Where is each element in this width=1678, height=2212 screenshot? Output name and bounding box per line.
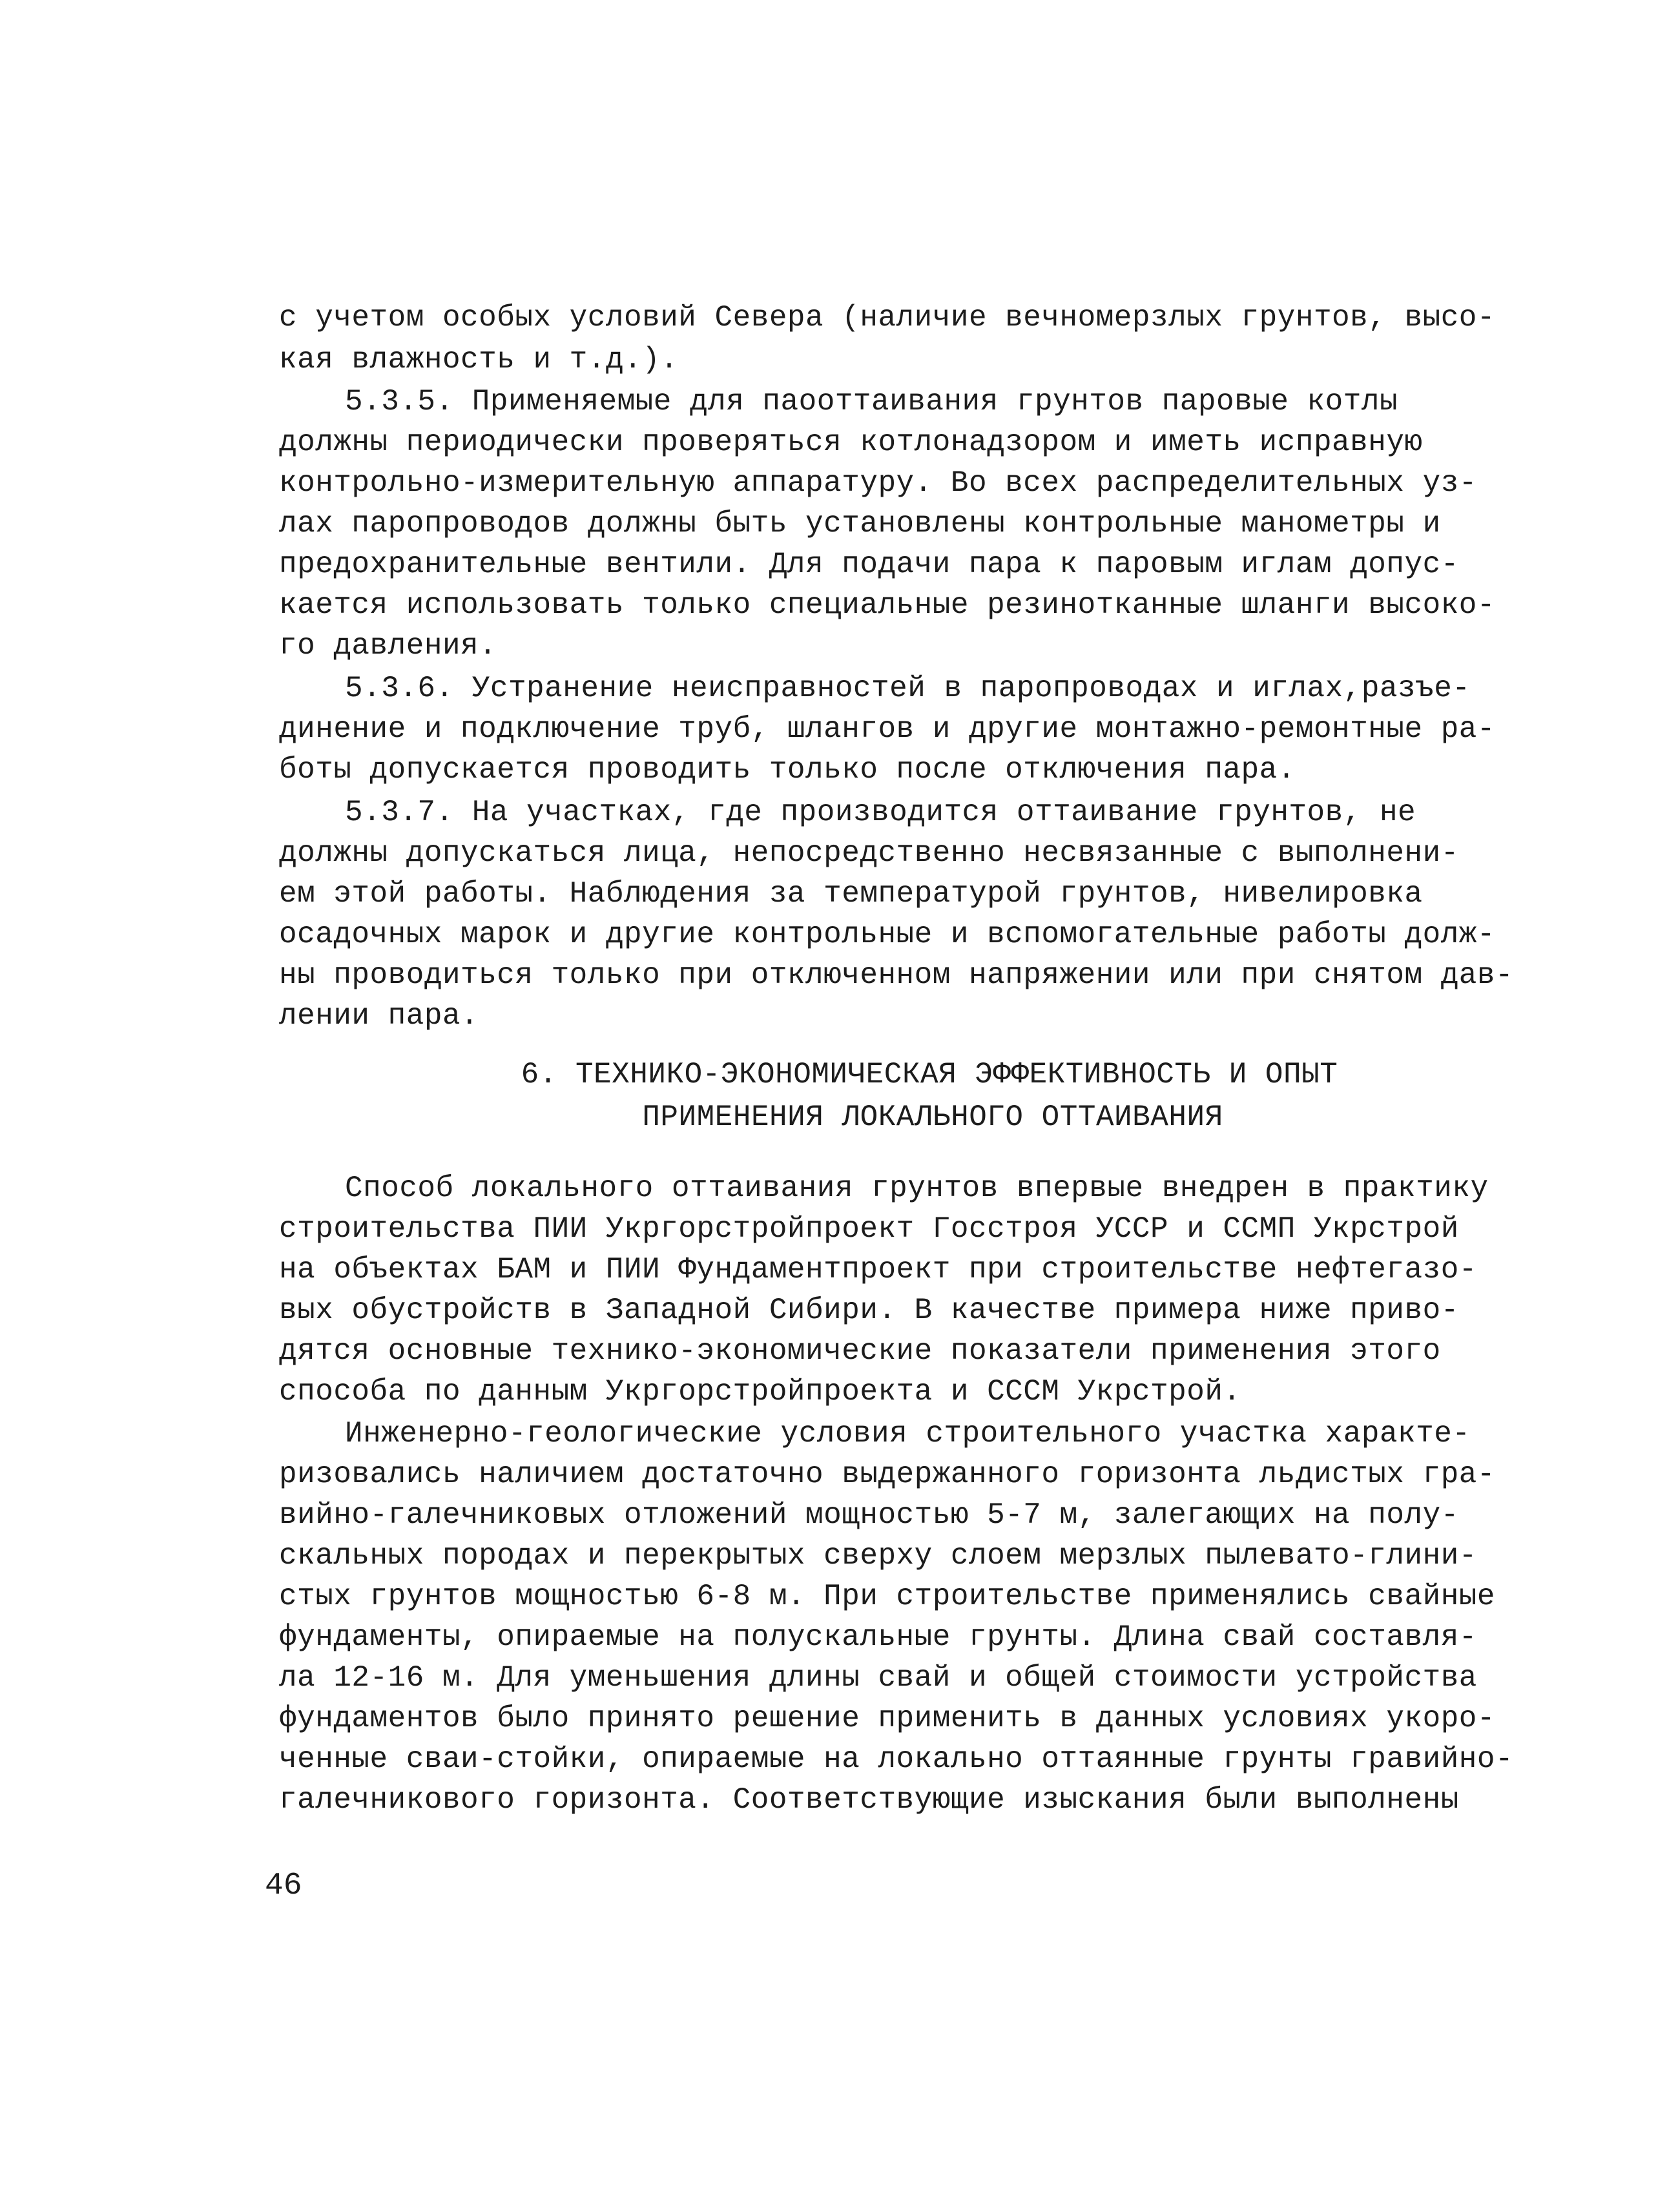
paragraph-intro-start: Способ локального оттаивания грунтов впервые внедрен в практику <box>345 1172 1489 1205</box>
text-line: ны проводиться только при отключенном напряжении или при снятом дав- <box>279 958 1514 992</box>
text-line: ла 12-16 м. Для уменьшения длины свай и общей стоимости устройства <box>279 1661 1477 1695</box>
text-line: с учетом особых условий Севера (наличие вечномерзлых грунтов, высо- <box>279 301 1496 335</box>
paragraph-5-3-5-start: 5.3.5. Применяемые для паооттаивания грунтов паровые котлы <box>345 385 1398 419</box>
section-heading-line-1: 6. ТЕХНИКО-ЭКОНОМИЧЕСКАЯ ЭФФЕКТИВНОСТЬ И ОПЫТ <box>521 1058 1338 1091</box>
text-line: строительства ПИИ Укргорстройпроект Госстроя УССР и ССМП Укрстрой <box>279 1212 1459 1246</box>
text-line: стых грунтов мощностью 6-8 м. При строительстве применялись свайные <box>279 1580 1496 1613</box>
text-line: боты допускается проводить только после отключения пара. <box>279 753 1296 787</box>
text-line: го давления. <box>279 629 497 663</box>
text-line: лах паропроводов должны быть установлены контрольные манометры и <box>279 507 1441 541</box>
text-line: галечникового горизонта. Соответствующие изыскания были выполнены <box>279 1783 1459 1817</box>
text-line: фундаментов было принято решение применить в данных условиях укоро- <box>279 1702 1496 1735</box>
text-line: на объектах БАМ и ПИИ Фундаментпроект при строительстве нефтегазо- <box>279 1253 1477 1287</box>
text-line: скальных породах и перекрытых сверху слоем мерзлых пылевато-глини- <box>279 1539 1477 1573</box>
text-line: динение и подключение труб, шлангов и другие монтажно-ремонтные ра- <box>279 712 1496 746</box>
section-heading-line-2: ПРИМЕНЕНИЯ ЛОКАЛЬНОГО ОТТАИВАНИЯ <box>642 1101 1223 1134</box>
text-line: ризовались наличием достаточно выдержанного горизонта льдистых гра- <box>279 1458 1496 1491</box>
text-line: должны периодически проверяться котлонадзором и иметь исправную <box>279 426 1423 459</box>
text-line: должны допускаться лица, непосредственно несвязанные с выполнени- <box>279 836 1459 870</box>
text-line: вийно-галечниковых отложений мощностью 5-7 м, залегающих на полу- <box>279 1498 1459 1532</box>
text-line: лении пара. <box>279 999 479 1033</box>
text-line: контрольно-измерительную аппаратуру. Во всех распределительных уз- <box>279 466 1477 500</box>
text-line: способа по данным Укргорстройпроекта и СССМ Укрстрой. <box>279 1375 1241 1409</box>
text-line: фундаменты, опираемые на полускальные грунты. Длина свай составля- <box>279 1620 1477 1654</box>
text-line: ченные сваи-стойки, опираемые на локально оттаянные грунты гравийно- <box>279 1742 1514 1776</box>
text-line: вых обустройств в Западной Сибири. В качестве примера ниже приво- <box>279 1294 1459 1327</box>
paragraph-5-3-6-start: 5.3.6. Устранение неисправностей в паропроводах и иглах,разъе- <box>345 672 1471 705</box>
text-line: ем этой работы. Наблюдения за температурой грунтов, нивелировка <box>279 877 1423 911</box>
paragraph-geology-start: Инженерно-геологические условия строительного участка характе- <box>345 1417 1471 1451</box>
page-number: 46 <box>265 1868 302 1903</box>
text-line: осадочных марок и другие контрольные и вспомогательные работы долж- <box>279 918 1496 951</box>
text-line: кается использовать только специальные резинотканные шланги высоко- <box>279 588 1496 622</box>
text-line: дятся основные технико-экономические показатели применения этого <box>279 1334 1441 1368</box>
paragraph-5-3-7-start: 5.3.7. На участках, где производится оттаивание грунтов, не <box>345 796 1416 829</box>
text-line: кая влажность и т.д.). <box>279 343 679 377</box>
text-line: предохранительные вентили. Для подачи пара к паровым иглам допус- <box>279 548 1459 581</box>
